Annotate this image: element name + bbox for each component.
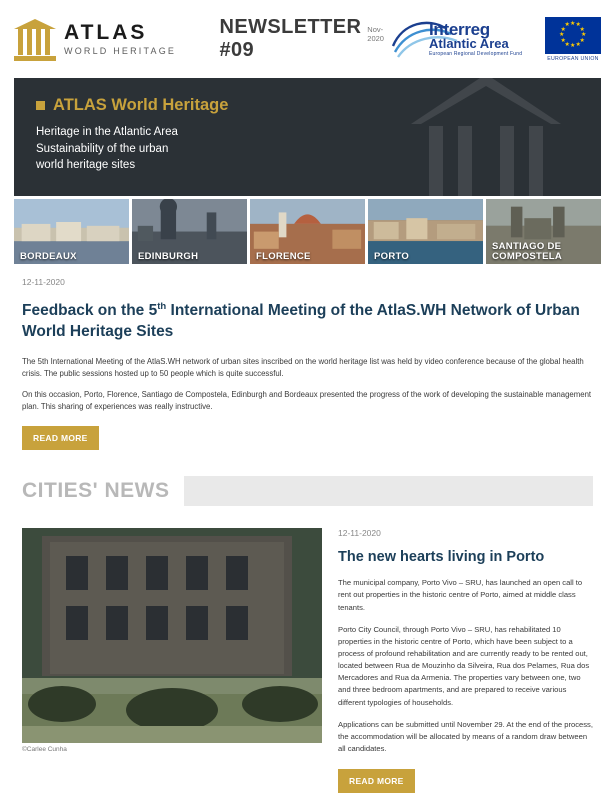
news-photo-block <box>22 528 322 793</box>
section-divider-bar <box>184 476 593 506</box>
article-headline <box>22 301 593 343</box>
news-photo <box>22 528 322 743</box>
article-date: 12-11-2020 <box>22 277 65 287</box>
news-body <box>338 577 593 755</box>
city-label-edinburgh: EDINBURGH <box>138 251 199 263</box>
news-paragraph-1: The municipal company, Porto Vivo – SRU, has launched an open call to rent out properties in the historic centre of Porto, aimed at middle class tenants. <box>338 578 583 612</box>
section-title: CITIES' NEWS <box>22 479 170 503</box>
interreg-programme: Atlantic Area <box>429 36 509 51</box>
interreg-branding <box>384 16 601 62</box>
city-tile-porto[interactable] <box>368 199 483 267</box>
article-headline-part1: Feedback on the 5 <box>22 302 158 320</box>
hero-subtitle <box>36 124 579 174</box>
news-headline: The new hearts living in Porto <box>338 549 545 566</box>
cities-news-section-header <box>22 476 593 506</box>
atlas-logo-text <box>64 22 176 56</box>
page-header <box>0 0 615 78</box>
article-paragraph-1: The 5th International Meeting of the AtlaS.WH network of urban sites inscribed on the world heritage list was held by video conference because of the global health crisis. The public sessions hosted up to 50 people which is quite successful. <box>22 357 584 379</box>
news-paragraph-3: Applications can be submitted until November 29. At the end of the process, the accommodation will be allocated by means of a random draw between all candidates. <box>338 719 593 753</box>
eu-flag-icon: ★ ★ ★ ★ ★ ★ ★ ★ ★ ★ ★ ★ <box>545 17 601 54</box>
atlas-logo-line1: ATLAS <box>64 20 148 44</box>
feature-article <box>14 267 601 450</box>
city-tile-edinburgh[interactable] <box>132 199 247 267</box>
atlas-logo-line2: WORLD HERITAGE <box>64 46 177 57</box>
hero-subtitle-line-1: Heritage in the Atlantic Area <box>36 126 178 138</box>
interreg-wordmark: Interreg <box>429 20 490 39</box>
page-body <box>0 78 615 793</box>
city-tile-bordeaux[interactable] <box>14 199 129 267</box>
news-text-block <box>338 528 593 793</box>
article-headline-ordinal: th <box>157 301 167 312</box>
news-date: 12-11-2020 <box>338 528 381 539</box>
newsletter-title: NEWSLETTER #09 <box>219 16 362 61</box>
atlas-logo[interactable] <box>14 17 210 61</box>
article-body <box>22 356 593 413</box>
article-paragraph-2: On this occasion, Porto, Florence, Santiago de Compostela, Edinburgh and Bordeaux presented the progress of the work of developing the sustainable management plan. This sharing of experiences was really instructive. <box>22 390 592 412</box>
city-tile-santiago[interactable] <box>486 199 601 267</box>
news-photo-credit: ©Carlee Cunha <box>22 746 67 754</box>
city-label-porto: PORTO <box>374 251 410 263</box>
eu-label: EUROPEAN UNION <box>547 55 599 62</box>
hero-subtitle-line-3: world heritage sites <box>36 159 136 172</box>
hero-bullet-icon <box>36 101 45 110</box>
article-headline-part2: International Meeting of the AtlaS.WH Network of Urban World Heritage Sites <box>22 302 580 341</box>
news-read-more-button[interactable]: READ MORE <box>338 769 415 793</box>
hero-banner <box>14 78 601 196</box>
city-label-bordeaux: BORDEAUX <box>20 251 77 263</box>
newsletter-heading <box>210 16 384 62</box>
city-tile-florence[interactable] <box>250 199 365 267</box>
news-paragraph-2: Porto City Council, through Porto Vivo – SRU, has rehabilitated 10 properties in the historic centre of Porto, which have been subject to a process of profound rehabilitation and are currently ready to be rented out, located between Rua de Mouzinho da Silveira, Rua dos Pelames, Rua dos Mercadores and Rua da Armenia. The properties vary between one, two and three bedroom apartments, and are prepared to receive various different typologies of households. <box>338 624 590 707</box>
article-read-more-button[interactable]: READ MORE <box>22 426 99 450</box>
newsletter-date: Nov-2020 <box>367 25 384 43</box>
atlas-temple-icon <box>14 17 56 61</box>
hero-subtitle-line-2: Sustainability of the urban <box>36 142 169 155</box>
porto-building-photo <box>22 528 322 743</box>
eu-emblem <box>545 17 601 62</box>
city-thumbnail-strip <box>14 199 601 267</box>
hero-title: ATLAS World Heritage <box>53 96 229 114</box>
city-label-santiago: SANTIAGO DE COMPOSTELA <box>492 241 563 263</box>
interreg-fund-label: European Regional Development Fund <box>429 51 523 57</box>
news-item-porto <box>22 528 593 793</box>
city-label-florence: FLORENCE <box>256 251 311 263</box>
interreg-logo <box>389 16 539 62</box>
